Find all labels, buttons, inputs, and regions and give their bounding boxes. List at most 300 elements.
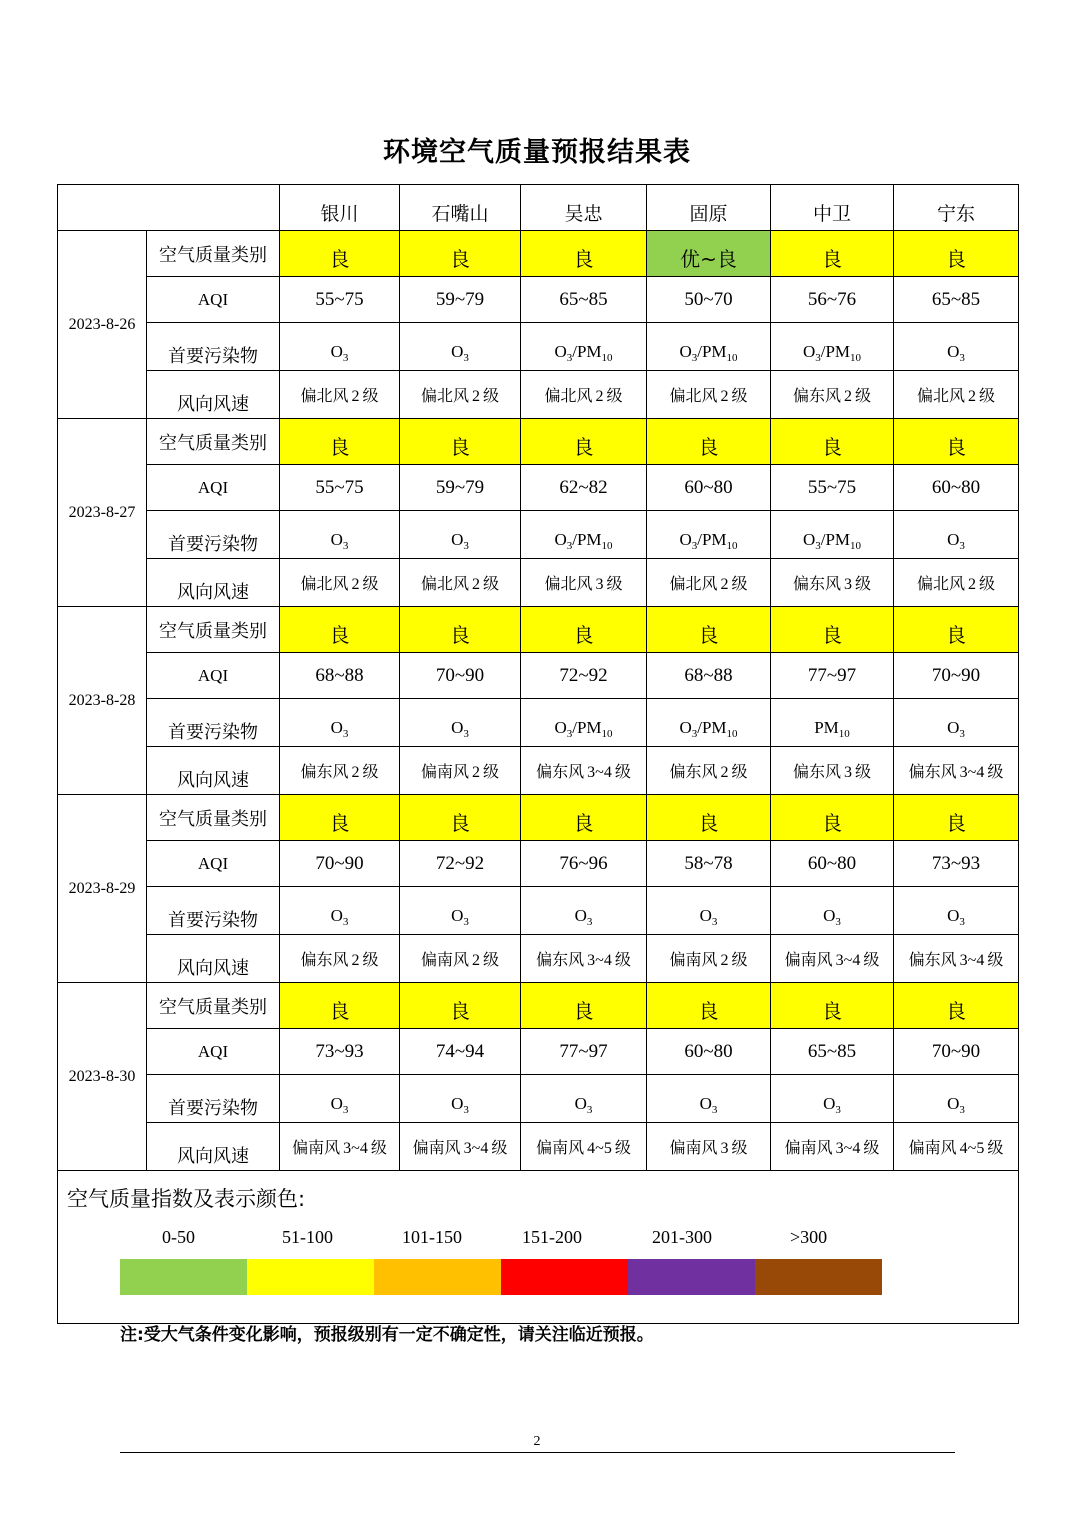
wind-level: 2 [351, 576, 360, 593]
pollutant-row [58, 699, 1019, 747]
category-cell: 良 [647, 795, 771, 841]
wind-row [58, 935, 1019, 983]
wind-row [58, 1123, 1019, 1171]
category-cell: 良 [894, 419, 1019, 465]
wind-value [894, 947, 1018, 970]
aqi-cell: 72~92 [400, 841, 521, 887]
wind-value [894, 571, 1018, 594]
pollutant-subscript: 3 [566, 727, 573, 740]
wind-direction: 偏北风 [300, 574, 349, 593]
aqi-legend [58, 1171, 1019, 1324]
pollutant-cell [771, 1075, 894, 1123]
footer-divider [120, 1452, 955, 1453]
category-cell: 良 [521, 419, 647, 465]
wind-direction: 偏东风 [536, 762, 585, 781]
wind-value [400, 1135, 520, 1158]
aqi-cell: 68~88 [647, 653, 771, 699]
category-row [58, 419, 1019, 465]
aqi-cell: 77~97 [521, 1029, 647, 1075]
wind-level: 2 [720, 576, 729, 593]
wind-direction: 偏南风 [420, 762, 469, 781]
pollutant-value [400, 518, 520, 552]
wind-value [647, 1135, 770, 1158]
wind-value [400, 759, 520, 782]
pollutant-subscript: 3 [835, 1103, 841, 1116]
wind-cell [771, 1123, 894, 1171]
wind-cell [400, 1123, 521, 1171]
pollutant-value [400, 1082, 520, 1116]
pollutant-subscript: 3 [586, 1103, 593, 1116]
pollutant-name: O [330, 905, 343, 925]
category-cell: 良 [771, 419, 894, 465]
wind-value [521, 571, 646, 594]
pollutant-name: O [451, 341, 464, 361]
wind-direction: 偏北风 [669, 574, 718, 593]
wind-unit: 级 [362, 386, 379, 405]
pollutant-value [647, 330, 770, 364]
pollutant-cell [894, 699, 1019, 747]
category-row [58, 795, 1019, 841]
wind-level: 2 [351, 952, 360, 969]
category-row [58, 607, 1019, 653]
wind-unit: 级 [987, 1138, 1004, 1157]
pollutant-name: O [679, 529, 692, 549]
aqi-row [58, 1029, 1019, 1075]
legend-color-swatch [120, 1259, 247, 1295]
aqi-cell: 70~90 [894, 653, 1019, 699]
legend-color-swatch [628, 1259, 755, 1295]
pollutant-cell [894, 1075, 1019, 1123]
wind-direction: 偏南风 [784, 1138, 833, 1157]
wind-cell [894, 747, 1019, 795]
wind-value [894, 383, 1018, 406]
pollutant-name: /PM [697, 341, 727, 361]
pollutant-subscript: 10 [601, 351, 613, 364]
pollutant-name: /PM [697, 717, 727, 737]
row-label-aqi: AQI [147, 1029, 280, 1075]
wind-unit: 级 [731, 574, 748, 593]
pollutant-subscript: 10 [850, 351, 862, 364]
wind-level: 2 [472, 388, 480, 405]
wind-unit: 级 [731, 1138, 748, 1157]
aqi-cell: 70~90 [894, 1029, 1019, 1075]
pollutant-subscript: 3 [959, 915, 965, 928]
wind-unit: 级 [491, 1138, 508, 1157]
pollutant-cell [400, 699, 521, 747]
pollutant-subscript: 3 [463, 915, 469, 928]
wind-value [894, 1135, 1018, 1158]
wind-direction: 偏南风 [420, 950, 469, 969]
pollutant-subscript: 3 [586, 915, 593, 928]
wind-direction: 偏北风 [916, 386, 965, 405]
category-cell: 良 [771, 231, 894, 277]
row-label-wind: 风向风速 [147, 1123, 280, 1171]
category-cell: 良 [521, 983, 647, 1029]
wind-value [647, 383, 770, 406]
wind-direction: 偏东风 [792, 762, 841, 781]
wind-unit: 级 [614, 950, 631, 969]
pollutant-value [894, 1082, 1018, 1116]
wind-direction: 偏东风 [792, 574, 841, 593]
city-header: 银川 [280, 185, 400, 231]
pollutant-name: O [451, 717, 464, 737]
pollutant-cell [647, 699, 771, 747]
pollutant-name: O [823, 905, 836, 925]
wind-direction: 偏南风 [784, 950, 833, 969]
aqi-cell: 58~78 [647, 841, 771, 887]
wind-cell [521, 747, 647, 795]
aqi-cell: 59~79 [400, 277, 521, 323]
wind-level: 3~4 [959, 764, 985, 781]
pollutant-name: O [330, 717, 343, 737]
city-header: 石嘴山 [400, 185, 521, 231]
aqi-cell: 65~85 [894, 277, 1019, 323]
wind-unit: 级 [362, 950, 379, 969]
pollutant-name: /PM [820, 341, 851, 361]
page-title: 环境空气质量预报结果表 [383, 137, 691, 168]
pollutant-value [894, 330, 1018, 364]
pollutant-name: O [574, 905, 587, 925]
aqi-cell: 55~75 [771, 465, 894, 511]
row-label-category: 空气质量类别 [147, 795, 280, 841]
pollutant-cell [771, 699, 894, 747]
forecast-note: 注:受大气条件变化影响，预报级别有一定不确定性，请关注临近预报。 [120, 1325, 654, 1345]
aqi-cell: 65~85 [771, 1029, 894, 1075]
wind-unit: 级 [606, 386, 623, 405]
pollutant-value [521, 330, 646, 364]
wind-unit: 级 [483, 386, 500, 405]
aqi-cell: 70~90 [280, 841, 400, 887]
legend-color-swatch [755, 1259, 882, 1295]
pollutant-cell [400, 323, 521, 371]
wind-direction: 偏东风 [908, 762, 957, 781]
wind-value [521, 947, 646, 970]
pollutant-subscript: 3 [463, 727, 469, 740]
aqi-cell: 68~88 [280, 653, 400, 699]
row-label-category: 空气质量类别 [147, 419, 280, 465]
category-cell: 良 [647, 419, 771, 465]
pollutant-subscript: 3 [959, 539, 965, 552]
pollutant-value [894, 518, 1018, 552]
pollutant-name: O [574, 1093, 587, 1113]
aqi-cell: 74~94 [400, 1029, 521, 1075]
pollutant-row [58, 887, 1019, 935]
pollutant-cell [894, 887, 1019, 935]
pollutant-subscript: 10 [601, 539, 613, 552]
pollutant-subscript: 10 [850, 539, 862, 552]
wind-level: 2 [351, 764, 360, 781]
pollutant-subscript: 3 [815, 539, 821, 552]
wind-direction: 偏南风 [908, 1138, 957, 1157]
category-cell: 良 [521, 795, 647, 841]
wind-direction: 偏东风 [536, 950, 585, 969]
row-label-wind: 风向风速 [147, 935, 280, 983]
wind-value [280, 947, 399, 970]
row-label-wind: 风向风速 [147, 747, 280, 795]
aqi-cell: 59~79 [400, 465, 521, 511]
pollutant-subscript: 3 [342, 727, 349, 740]
wind-level: 3~4 [587, 764, 612, 781]
wind-cell [771, 747, 894, 795]
wind-unit: 级 [855, 762, 872, 781]
pollutant-row [58, 1075, 1019, 1123]
wind-unit: 级 [606, 574, 623, 593]
pollutant-name: O [802, 341, 816, 361]
wind-level: 2 [720, 388, 729, 405]
wind-value [400, 947, 520, 970]
pollutant-name: O [330, 1093, 343, 1113]
category-cell: 良 [521, 231, 647, 277]
wind-value [400, 383, 520, 406]
pollutant-name: O [699, 1093, 712, 1113]
aqi-row [58, 277, 1019, 323]
forecast-date: 2023-8-27 [58, 419, 147, 607]
category-cell: 良 [280, 231, 400, 277]
wind-cell [647, 559, 771, 607]
wind-unit: 级 [731, 386, 748, 405]
row-label-pollutant: 首要污染物 [147, 323, 280, 371]
pollutant-cell [280, 1075, 400, 1123]
pollutant-value [521, 894, 646, 928]
pollutant-subscript: 10 [601, 727, 613, 740]
aqi-cell: 60~80 [894, 465, 1019, 511]
pollutant-cell [280, 323, 400, 371]
wind-unit: 级 [731, 762, 748, 781]
pollutant-value [400, 894, 520, 928]
legend-title: 空气质量指数及表示颜色: [67, 1187, 306, 1211]
city-header: 宁东 [894, 185, 1019, 231]
wind-unit: 级 [483, 574, 500, 593]
wind-level: 4~5 [959, 1140, 985, 1157]
header-row [58, 185, 1019, 231]
pollutant-subscript: 3 [342, 539, 349, 552]
wind-unit: 级 [979, 386, 996, 405]
pollutant-value [771, 894, 893, 928]
pollutant-name: O [451, 905, 464, 925]
category-cell: 良 [280, 607, 400, 653]
wind-unit: 级 [731, 950, 748, 969]
wind-cell [647, 935, 771, 983]
wind-value [280, 383, 399, 406]
wind-level: 3~4 [343, 1140, 368, 1157]
wind-cell [894, 1123, 1019, 1171]
wind-direction: 偏东风 [908, 950, 957, 969]
pollutant-subscript: 3 [463, 1103, 469, 1116]
category-cell: 良 [400, 795, 521, 841]
wind-value [521, 1135, 646, 1158]
pollutant-cell [521, 699, 647, 747]
wind-level: 3 [720, 1140, 729, 1157]
wind-unit: 级 [362, 574, 379, 593]
row-label-pollutant: 首要污染物 [147, 1075, 280, 1123]
pollutant-subscript: 10 [726, 539, 738, 552]
pollutant-subscript: 3 [711, 1103, 718, 1116]
wind-value [521, 383, 646, 406]
wind-direction: 偏东风 [300, 950, 349, 969]
wind-value [771, 759, 893, 782]
pollutant-subscript: 10 [838, 727, 850, 740]
pollutant-cell [400, 511, 521, 559]
pollutant-subscript: 3 [566, 539, 573, 552]
wind-cell [771, 371, 894, 419]
category-row [58, 983, 1019, 1029]
pollutant-subscript: 3 [691, 727, 698, 740]
aqi-cell: 70~90 [400, 653, 521, 699]
pollutant-name: O [947, 341, 960, 361]
pollutant-name: O [451, 529, 464, 549]
pollutant-value [280, 1082, 399, 1116]
pollutant-value [400, 330, 520, 364]
wind-value [647, 571, 770, 594]
category-cell: 良 [894, 607, 1019, 653]
pollutant-name: O [679, 341, 692, 361]
pollutant-name: O [554, 529, 567, 549]
wind-level: 4~5 [587, 1140, 612, 1157]
pollutant-name: O [947, 905, 960, 925]
legend-labels [58, 1227, 1019, 1249]
wind-cell [400, 935, 521, 983]
pollutant-subscript: 3 [835, 915, 841, 928]
wind-cell [771, 935, 894, 983]
row-label-wind: 风向风速 [147, 559, 280, 607]
wind-cell [280, 1123, 400, 1171]
pollutant-name: O [823, 1093, 836, 1113]
pollutant-name: O [947, 717, 960, 737]
pollutant-name: /PM [572, 717, 602, 737]
forecast-table [57, 184, 1019, 1324]
pollutant-cell [771, 887, 894, 935]
aqi-row [58, 653, 1019, 699]
wind-unit: 级 [483, 950, 500, 969]
aqi-cell: 73~93 [894, 841, 1019, 887]
wind-cell [647, 371, 771, 419]
wind-level: 2 [844, 388, 852, 405]
wind-cell [521, 935, 647, 983]
pollutant-subscript: 3 [342, 915, 349, 928]
aqi-cell: 65~85 [521, 277, 647, 323]
legend-range-label: 151-200 [522, 1227, 582, 1247]
wind-row [58, 747, 1019, 795]
aqi-cell: 62~82 [521, 465, 647, 511]
wind-level: 3~4 [835, 1140, 861, 1157]
aqi-cell: 55~75 [280, 465, 400, 511]
aqi-cell: 60~80 [647, 1029, 771, 1075]
row-label-aqi: AQI [147, 841, 280, 887]
wind-cell [400, 559, 521, 607]
pollutant-name: O [947, 1093, 960, 1113]
category-cell: 良 [400, 231, 521, 277]
category-cell: 良 [400, 419, 521, 465]
pollutant-name: O [802, 529, 816, 549]
wind-level: 3~4 [587, 952, 612, 969]
pollutant-name: O [330, 341, 343, 361]
wind-value [280, 1135, 399, 1158]
pollutant-subscript: 3 [959, 351, 965, 364]
wind-level: 3 [595, 576, 604, 593]
wind-direction: 偏北风 [300, 386, 349, 405]
wind-value [771, 1135, 893, 1158]
pollutant-subscript: 3 [566, 351, 573, 364]
wind-level: 2 [720, 764, 729, 781]
pollutant-cell [521, 323, 647, 371]
wind-level: 3~4 [835, 952, 861, 969]
pollutant-name: /PM [572, 341, 602, 361]
legend-range-label: >300 [790, 1227, 828, 1247]
pollutant-subscript: 3 [342, 1103, 349, 1116]
wind-cell [647, 1123, 771, 1171]
pollutant-cell [894, 323, 1019, 371]
wind-cell [400, 747, 521, 795]
wind-direction: 偏北风 [544, 574, 593, 593]
pollutant-cell [647, 1075, 771, 1123]
category-cell: 良 [894, 231, 1019, 277]
pollutant-row [58, 323, 1019, 371]
wind-level: 3 [844, 576, 852, 593]
wind-cell [894, 935, 1019, 983]
row-label-aqi: AQI [147, 277, 280, 323]
pollutant-value [771, 1082, 893, 1116]
row-label-category: 空气质量类别 [147, 983, 280, 1029]
category-cell: 良 [280, 795, 400, 841]
pollutant-value [771, 706, 893, 740]
pollutant-name: O [947, 529, 960, 549]
pollutant-name: /PM [820, 529, 851, 549]
row-label-pollutant: 首要污染物 [147, 511, 280, 559]
wind-level: 3~4 [959, 952, 985, 969]
category-row [58, 231, 1019, 277]
pollutant-subscript: 3 [342, 351, 349, 364]
wind-direction: 偏南风 [292, 1138, 341, 1157]
aqi-cell: 60~80 [771, 841, 894, 887]
pollutant-value [647, 894, 770, 928]
wind-level: 2 [351, 388, 360, 405]
aqi-cell: 55~75 [280, 277, 400, 323]
wind-row [58, 371, 1019, 419]
row-label-category: 空气质量类别 [147, 607, 280, 653]
row-label-pollutant: 首要污染物 [147, 887, 280, 935]
wind-unit: 级 [362, 762, 379, 781]
legend-color-swatch [374, 1259, 501, 1295]
wind-level: 2 [968, 388, 976, 405]
wind-value [894, 759, 1018, 782]
wind-cell [521, 371, 647, 419]
pollutant-subscript: 3 [959, 727, 965, 740]
aqi-row [58, 465, 1019, 511]
wind-level: 2 [720, 952, 729, 969]
category-cell: 良 [521, 607, 647, 653]
pollutant-name: O [451, 1093, 464, 1113]
wind-value [647, 947, 770, 970]
row-label-aqi: AQI [147, 653, 280, 699]
wind-level: 3 [844, 764, 852, 781]
wind-direction: 偏南风 [536, 1138, 585, 1157]
wind-cell [647, 747, 771, 795]
wind-value [771, 383, 893, 406]
row-label-category: 空气质量类别 [147, 231, 280, 277]
pollutant-name: O [330, 529, 343, 549]
wind-cell [771, 559, 894, 607]
category-cell: 良 [771, 795, 894, 841]
pollutant-subscript: 3 [711, 915, 718, 928]
forecast-date: 2023-8-29 [58, 795, 147, 983]
wind-level: 3~4 [463, 1140, 489, 1157]
wind-direction: 偏北风 [669, 386, 718, 405]
legend-range-label: 0-50 [162, 1227, 195, 1247]
wind-direction: 偏东风 [300, 762, 349, 781]
header-blank-cell [58, 185, 280, 231]
pollutant-cell [400, 1075, 521, 1123]
wind-value [647, 759, 770, 782]
